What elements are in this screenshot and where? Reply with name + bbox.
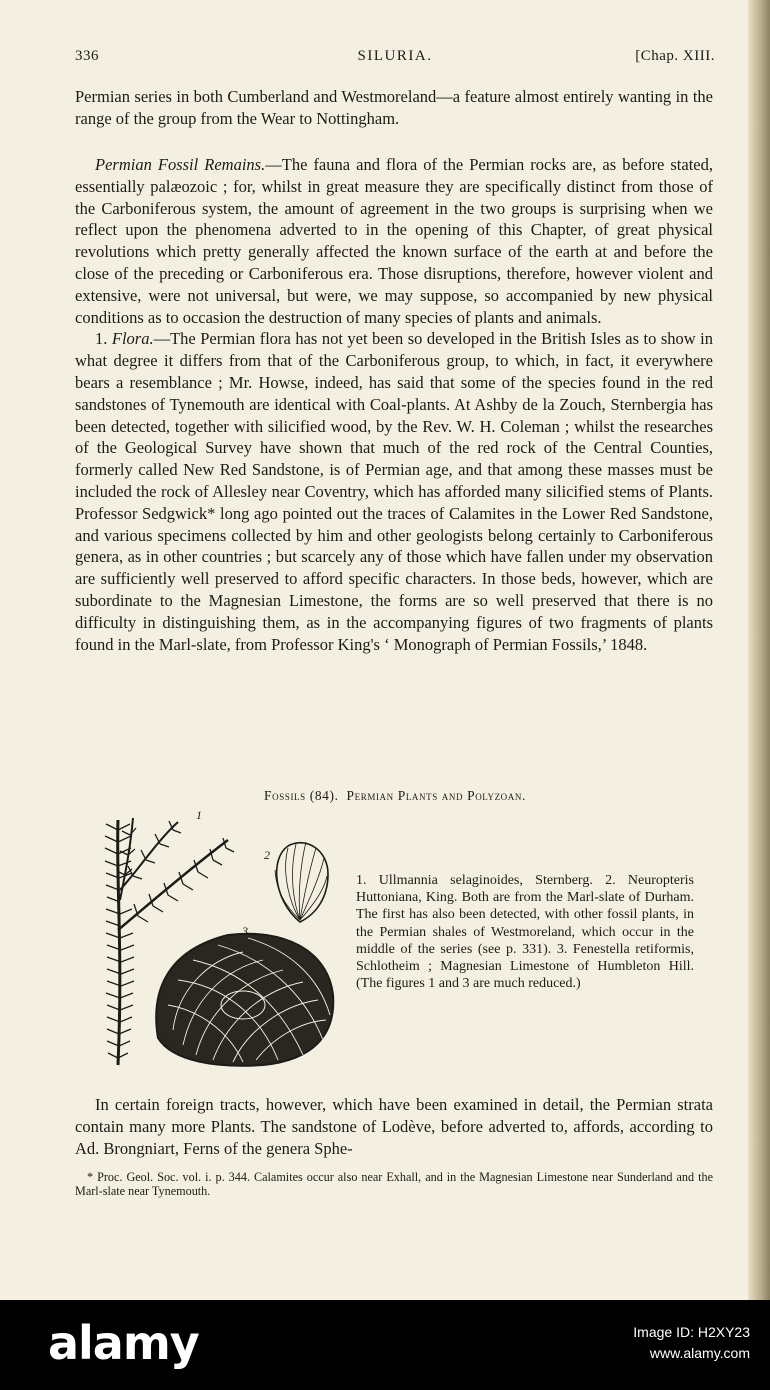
- figure-label-3: 3: [242, 924, 248, 938]
- body-section: [75, 154, 713, 655]
- fossil-engraving: [78, 810, 348, 1075]
- image-id-block: [633, 1322, 750, 1364]
- opening-paragraph-text: Permian series in both Cumberland and Westmoreland—a feature almost entirely wanting in the range of the group from the Wear to Nottingham.: [75, 87, 713, 128]
- fossil-remains-paragraph: [75, 154, 713, 328]
- figure-title-rest: Permian Plants and Polyzoan.: [346, 788, 526, 803]
- figure-label-1: 1: [196, 808, 202, 822]
- fenestella-drawing: [156, 934, 333, 1066]
- flora-text: —The Permian flora has not yet been so developed in the British Isles as to show in what degree it differs from that of the Carboniferous group, to which, in fact, it everywhere bears a resemblance ; Mr. Howse, indeed, has said that some of the species found in the red sandstones of Tynemouth are identical with Coal-plants. At Ashby de la Zouch, Sternbergia has been detected, together with silicified wood, by the Rev. W. H. Coleman ; whilst the researches of the Geological Survey have shown that much of the red rock of the Central Counties, formerly called New Red Sandstone, is of Permian age, and that among these masses must be included the rock of Allesley near Coventry, which has afforded many silicified stems of Plants. Professor Sedgwick* long ago pointed out the traces of Calamites in the Lower Red Sandstone, and various specimens collected by him and other geologists belong certainly to Carboniferous genera, as in other countries ; but scarcely any of those which have fallen under my observation are sufficiently well preserved to afford specific characters. In those beds, however, which are subordinate to the Magnesian Limestone, the forms are so well preserved that there is no difficulty in distinguishing them, as in the accompanying figures of two fragments of plants found in the Marl-slate, from Professor King's ‘ Monograph of Permian Fossils,’ 1848.: [75, 329, 714, 654]
- opening-paragraph: [75, 86, 713, 130]
- running-title: SILURIA.: [357, 48, 433, 64]
- figure-caption: 1. Ullmannia selaginoides, Sternberg. 2. Neuropteris Huttoniana, King. Both are from the Marl-slate of Durham. The first has also been detected, with other fossil plants, in the Permian shales of Westmoreland, which occur in the middle of the series (see p. 331). 3. Fenestella retiformis, Schlotheim ; Magnesian Limestone of Humbleton Hill. (The figures 1 and 3 are much reduced.): [356, 873, 694, 992]
- chapter-label: [Chap. XIII.: [635, 48, 715, 64]
- page-number: 336: [75, 48, 99, 64]
- book-spine: [748, 0, 770, 1300]
- closing-paragraph-text: In certain foreign tracts, however, which have been examined in detail, the Permian strata contain many more Plants. The sandstone of Lodève, before adverted to, affords, according to Ad. Brongniart, Ferns of the genera Sphe-: [75, 1095, 713, 1158]
- running-header: [75, 48, 715, 70]
- closing-paragraph: [75, 1094, 713, 1159]
- flora-number: 1.: [95, 329, 108, 349]
- fossil-remains-text: —The fauna and flora of the Permian rocks are, as before stated, essentially palæozoic ; for, whilst in great measure they are specifically distinct from those of the Carboniferous system, the amount of agreement in the two groups is surprising when we reflect upon the phenomena adverted to in the opening of this Chapter, of great physical revolutions which pretty generally affected the known surface of the earth at and before the close of the preceding or Carboniferous era. Those disruptions, therefore, however violent and extensive, were not universal, but were, we may suppose, so accompanied by new physical conditions as to occasion the destruction of many species of plants and animals.: [75, 155, 713, 327]
- footnote-text: * Proc. Geol. Soc. vol. i. p. 344. Calamites occur also near Exhall, and in the Magnesian Limestone near Sunderland and the Marl-slate near Tynemouth.: [75, 1170, 713, 1198]
- fossil-remains-heading: Permian Fossil Remains.: [95, 155, 266, 174]
- watermark-url: www.alamy.com: [649, 1345, 750, 1361]
- alamy-logo: alamy: [48, 1316, 199, 1370]
- figure-title-lead: Fossils (84).: [264, 788, 339, 803]
- flora-paragraph: [75, 328, 713, 655]
- neuropteris-leaflet-drawing: [275, 842, 328, 922]
- footnote: [75, 1170, 713, 1198]
- figure-title: [75, 788, 715, 804]
- fossil-illustration: [78, 810, 348, 1075]
- flora-heading: Flora.: [111, 329, 154, 349]
- figure-label-2: 2: [264, 848, 270, 862]
- image-id: Image ID: H2XY23: [633, 1324, 750, 1340]
